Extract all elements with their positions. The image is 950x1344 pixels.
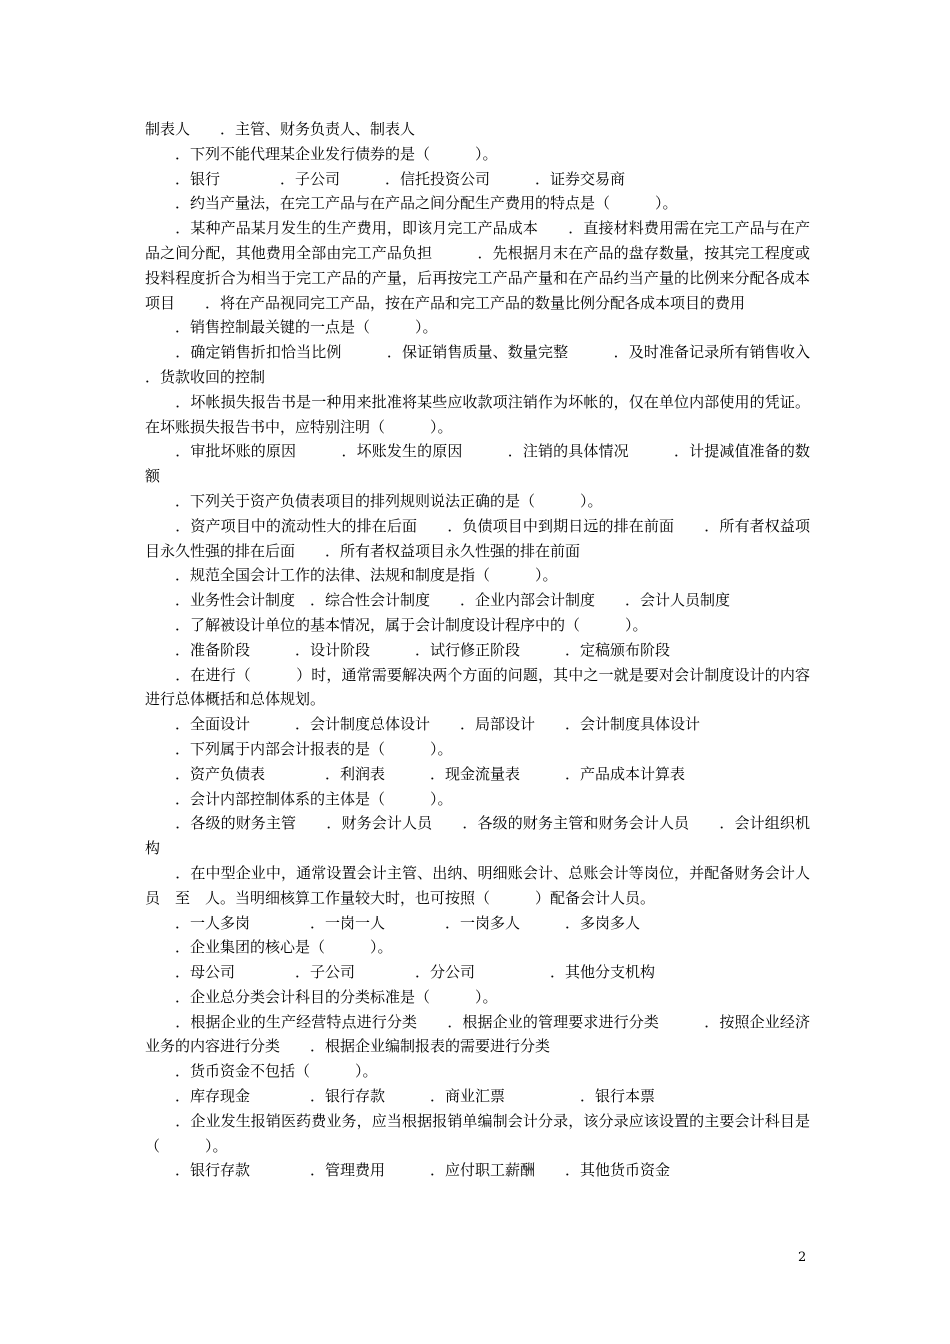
text-line: 制表人 ．主管、财务负责人、制表人 [145, 120, 416, 138]
question-stem: ．销售控制最关键的一点是（ ）。 [145, 318, 438, 337]
question-stem: ．下列关于资产负债表项目的排列规则说法正确的是（ ）。 [145, 491, 603, 510]
answer-options: ．审批坏账的原因 ．坏账发生的原因 ．注销的具体情况 ．计提减值准备的数额 [145, 442, 810, 486]
answer-options: ．一人多岗 ．一岗一人 ．一岗多人 ．多岗多人 [145, 913, 641, 932]
question-stem: ．了解被设计单位的基本情况，属于会计制度设计程序中的（ ）。 [145, 615, 648, 634]
answer-options: ．确定销售折扣恰当比例 ．保证销售质量、数量完整 ．及时准备记录所有销售收入 ．货款收回的控制 [145, 343, 841, 386]
question-stem: ．约当产量法，在完工产品与在产品之间分配生产费用的特点是（ ）。 [145, 194, 678, 213]
question-stem: ．坏帐损失报告书是一种用来批准将某些应收款项注销作为坏帐的，仅在单位内部使用的凭证。在坏账损失报告书中，应特别注明（ ）。 [145, 392, 810, 436]
answer-options: ．某种产品某月发生的生产费用，即该月完工产品成本 ．直接材料费用需在完工产品与在产品之间分配，其他费用全部由完工产品负担 ．先根据月末在产品的盘存数量，按其完工程度或投料程度折合为相当于完工产品的产量，后再按完工产品产量和在产品约当产量的比例来分配各成本项目 ．将在产品视同完工产品，按在产品和完工产品的数量比例分配各成本项目的费用 [145, 219, 810, 312]
answer-options: ．母公司 ．子公司 ．分公司 ．其他分支机构 [145, 963, 656, 982]
question-stem: ．下列属于内部会计报表的是（ ）。 [145, 739, 453, 758]
answer-options: ．各级的财务主管 ．财务会计人员 ．各级的财务主管和财务会计人员 ．会计组织机构 [145, 814, 810, 858]
question-stem: ．下列不能代理某企业发行债券的是（ ）。 [145, 144, 498, 163]
page-body [145, 117, 841, 1183]
answer-options: ．资产负债表 ．利润表 ．现金流量表 ．产品成本计算表 [145, 764, 686, 783]
question-stem: ．企业发生报销医药费业务，应当根据报销单编制会计分录，该分录应该设置的主要会计科目是（ ）。 [145, 1111, 810, 1155]
question-stem: ．企业总分类会计科目的分类标准是（ ）。 [145, 987, 498, 1006]
question-stem: ．规范全国会计工作的法律、法规和制度是指（ ）。 [145, 566, 558, 585]
answer-options: ．库存现金 ．银行存款 ．商业汇票 ．银行本票 [145, 1087, 656, 1106]
question-stem: ．货币资金不包括（ ）。 [145, 1062, 378, 1081]
answer-options: ．银行 ．子公司 ．信托投资公司 ．证券交易商 [145, 169, 626, 188]
page-number: 2 [798, 1250, 807, 1265]
question-stem: ．在中型企业中，通常设置会计主管、出纳、明细账会计、总账会计等岗位，并配备财务会计人员 至 人。当明细核算工作量较大时，也可按照（ ）配备会计人员。 [145, 863, 810, 907]
answer-options: ．业务性会计制度 ．综合性会计制度 ．企业内部会计制度 ．会计人员制度 [145, 591, 731, 610]
question-stem: ．在进行（ ）时，通常需要解决两个方面的问题，其中之一就是要对会计制度设计的内容进行总体概括和总体规划。 [145, 665, 810, 709]
answer-options: ．根据企业的生产经营特点进行分类 ．根据企业的管理要求进行分类 ．按照企业经济业务的内容进行分类 ．根据企业编制报表的需要进行分类 [145, 1012, 810, 1056]
question-stem: ．企业集团的核心是（ ）。 [145, 938, 393, 957]
answer-options: ．资产项目中的流动性大的排在后面 ．负债项目中到期日远的排在前面 ．所有者权益项目永久性强的排在后面 ．所有者权益项目永久性强的排在前面 [145, 516, 810, 560]
question-stem: ．会计内部控制体系的主体是（ ）。 [145, 789, 453, 808]
answer-options: ．银行存款 ．管理费用 ．应付职工薪酬 ．其他货币资金 [145, 1161, 671, 1180]
answer-options: ．准备阶段 ．设计阶段 ．试行修正阶段 ．定稿颁布阶段 [145, 640, 671, 659]
answer-options: ．全面设计 ．会计制度总体设计 ．局部设计 ．会计制度具体设计 [145, 715, 701, 734]
